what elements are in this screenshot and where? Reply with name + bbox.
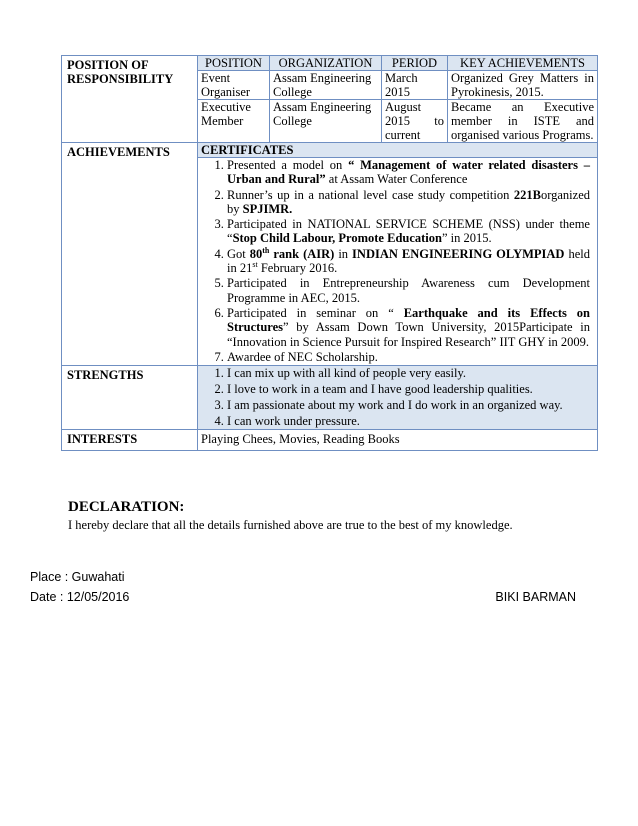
achievement-cell: Became an Executive member in ISTE and organised various Programs. xyxy=(448,100,598,143)
position-header-row xyxy=(62,56,598,71)
strengths-list xyxy=(201,366,594,428)
position-cell: Executive Member xyxy=(198,100,270,143)
organization-cell: Assam Engineering College xyxy=(270,100,382,143)
certificates-heading: CERTIFICATES xyxy=(198,143,598,158)
list-item: 7. Awardee of NEC Scholarship. xyxy=(227,350,590,364)
list-item: 4. Got 80th rank (AIR) in INDIAN ENGINEERING OLYMPIAD held in 21st February 2016. xyxy=(227,247,590,276)
organization-cell: Assam Engineering College xyxy=(270,71,382,100)
certificates-cell xyxy=(198,158,598,366)
resume-table xyxy=(61,55,598,451)
list-item: 1. I can mix up with all kind of people very easily. xyxy=(227,366,590,380)
header-key-achievements: KEY ACHIEVEMENTS xyxy=(448,56,598,71)
declaration-text: I hereby declare that all the details furnished above are true to the best of my knowledge. xyxy=(68,518,513,532)
declaration-heading: DECLARATION: xyxy=(68,499,185,515)
interests-cell: Playing Chees, Movies, Reading Books xyxy=(198,430,598,451)
period-cell: March 2015 xyxy=(382,71,448,100)
list-item: 2. I love to work in a team and I have good leadership qualities. xyxy=(227,382,590,396)
position-cell: Event Organiser xyxy=(198,71,270,100)
achievements-section-label: ACHIEVEMENTS xyxy=(62,143,198,366)
achievements-header-row xyxy=(62,143,598,158)
list-item: 6. Participated in seminar on “ Earthquake and its Effects on Structures” by Assam Down Town University, 2015Participate in “Innovation in Science Pursuit for Inspired Research” IIT GHY in 2009. xyxy=(227,306,590,349)
list-item: 3. I am passionate about my work and I do work in an organized way. xyxy=(227,398,590,412)
list-item: 5. Participated in Entrepreneurship Awareness cum Development Programme in AEC, 2015. xyxy=(227,276,590,305)
list-item: 4. I can work under pressure. xyxy=(227,414,590,428)
strengths-section-label: STRENGTHS xyxy=(62,366,198,430)
header-period: PERIOD xyxy=(382,56,448,71)
achievement-cell: Organized Grey Matters in Pyrokinesis, 2015. xyxy=(448,71,598,100)
date-line: Date : 12/05/2016 xyxy=(30,590,130,604)
interests-row xyxy=(62,430,598,451)
list-item: 1. Presented a model on “ Management of water related disasters – Urban and Rural” at Assam Water Conference xyxy=(227,158,590,187)
list-item: 3. Participated in NATIONAL SERVICE SCHEME (NSS) under theme “Stop Child Labour, Promote Education” in 2015. xyxy=(227,217,590,246)
certificates-list xyxy=(201,158,594,364)
strengths-cell xyxy=(198,366,598,430)
list-item: 2. Runner’s up in a national level case study competition 221Borganized by SPJIMR. xyxy=(227,188,590,217)
signatory-name: BIKI BARMAN xyxy=(495,590,576,604)
header-position: POSITION xyxy=(198,56,270,71)
period-cell: August 2015 to current xyxy=(382,100,448,143)
strengths-row xyxy=(62,366,598,430)
interests-section-label: INTERESTS xyxy=(62,430,198,451)
position-section-label: POSITION OF RESPONSIBILITY xyxy=(62,56,198,143)
place-line: Place : Guwahati xyxy=(30,570,125,584)
header-organization: ORGANIZATION xyxy=(270,56,382,71)
